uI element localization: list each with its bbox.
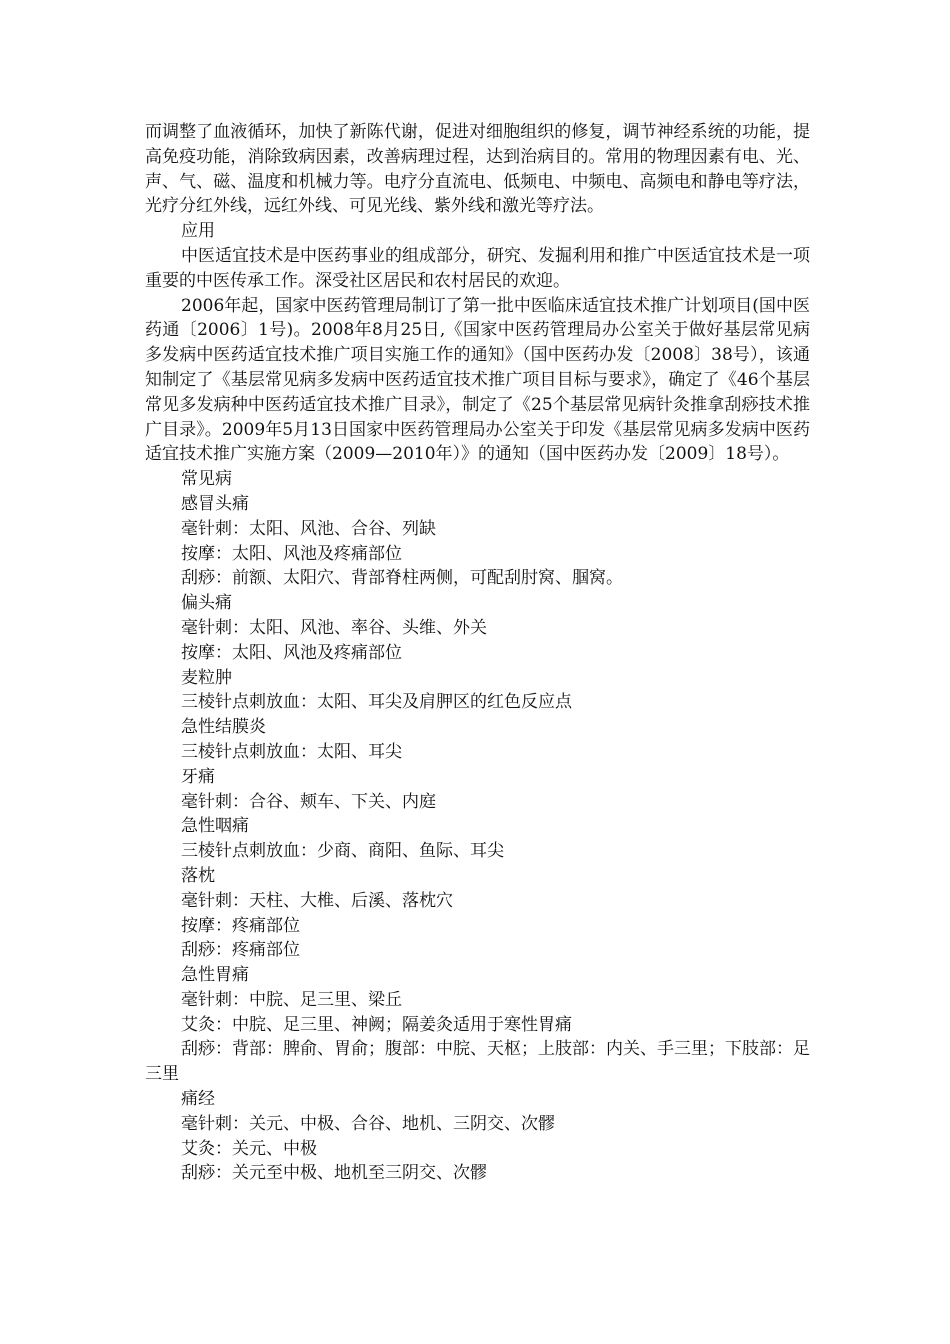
- treatment-line: 三棱针点刺放血：少商、商阳、鱼际、耳尖: [181, 841, 504, 862]
- disease-heading: 感冒头痛: [181, 493, 249, 514]
- disease-heading: 急性咽痛: [181, 816, 249, 837]
- treatment-line: 毫针刺：天柱、大椎、后溪、落枕穴: [181, 890, 453, 911]
- disease-heading: 急性结膜炎: [181, 717, 266, 738]
- treatment-line: 刮痧：前额、太阳穴、背部脊柱两侧，可配刮肘窝、腘窝。: [181, 568, 623, 589]
- treatment-line: 三棱针点刺放血：太阳、耳尖: [181, 741, 402, 762]
- treatment-line: 三棱针点刺放血：太阳、耳尖及肩胛区的红色反应点: [181, 692, 572, 713]
- treatment-line: 毫针刺：中脘、足三里、梁丘: [181, 989, 402, 1010]
- body-paragraph: 2006年起，国家中医药管理局制订了第一批中医临床适宜技术推广计划项目(国中医药通〔2006〕1号)。2008年8月25日,《国家中医药管理局办公室关于做好基层常见病多发病中医药适宜技术推广项目实施工作的通知》（国中医药办发〔2008〕38号），该通知制定了《基层常见病多发病中医药适宜技术推广项目目标与要求》，确定了《46个基层常见多发病种中医药适宜技术推广目录》，制定了《25个基层常见病针灸推拿刮痧技术推广目录》。2009年5月13日国家中医药管理局办公室关于印发《基层常见病多发病中医药适宜技术推广实施方案（2009—2010年）》的通知（国中医药办发〔2009〕18号）。: [145, 295, 810, 465]
- treatment-line: 艾灸：中脘、足三里、神阙；隔姜灸适用于寒性胃痛: [181, 1014, 572, 1035]
- treatment-line: 按摩：太阳、风池及疼痛部位: [181, 543, 402, 564]
- treatment-line: 按摩：太阳、风池及疼痛部位: [181, 642, 402, 663]
- treatment-line: 毫针刺：合谷、颊车、下关、内庭: [181, 791, 436, 812]
- treatment-line: 按摩：疼痛部位: [181, 915, 300, 936]
- disease-heading: 痛经: [181, 1089, 215, 1110]
- treatment-line: 毫针刺：关元、中极、合谷、地机、三阴交、次髎: [181, 1113, 555, 1134]
- treatment-line: 刮痧：背部：脾俞、胃俞；腹部：中脘、天枢；上肢部：内关、手三里；下肢部：足三里: [145, 1039, 810, 1085]
- disease-heading: 急性胃痛: [181, 965, 249, 986]
- disease-heading: 麦粒肿: [181, 667, 232, 688]
- treatment-line: 毫针刺：太阳、风池、合谷、列缺: [181, 518, 436, 539]
- disease-heading: 牙痛: [181, 766, 215, 787]
- treatment-line: 艾灸：关元、中极: [181, 1138, 317, 1159]
- treatment-line: 刮痧：疼痛部位: [181, 940, 300, 961]
- section-heading-common-diseases: 常见病: [181, 469, 232, 490]
- body-paragraph: 中医适宜技术是中医药事业的组成部分，研究、发掘利用和推广中医适宜技术是一项重要的中医传承工作。深受社区居民和农村居民的欢迎。: [145, 245, 810, 291]
- treatment-line: 刮痧：关元至中极、地机至三阴交、次髎: [181, 1163, 487, 1184]
- disease-heading: 落枕: [181, 865, 215, 886]
- section-heading-application: 应用: [181, 221, 215, 242]
- document-page: [145, 120, 810, 1186]
- disease-heading: 偏头痛: [181, 593, 232, 614]
- treatment-line: 毫针刺：太阳、风池、率谷、头维、外关: [181, 617, 487, 638]
- body-paragraph: 而调整了血液循环，加快了新陈代谢，促进对细胞组织的修复，调节神经系统的功能，提高免疫功能，消除致病因素，改善病理过程，达到治病目的。常用的物理因素有电、光、声、气、磁、温度和机械力等。电疗分直流电、低频电、中频电、高频电和静电等疗法，光疗分红外线，远红外线、可见光线、紫外线和激光等疗法。: [145, 122, 810, 217]
